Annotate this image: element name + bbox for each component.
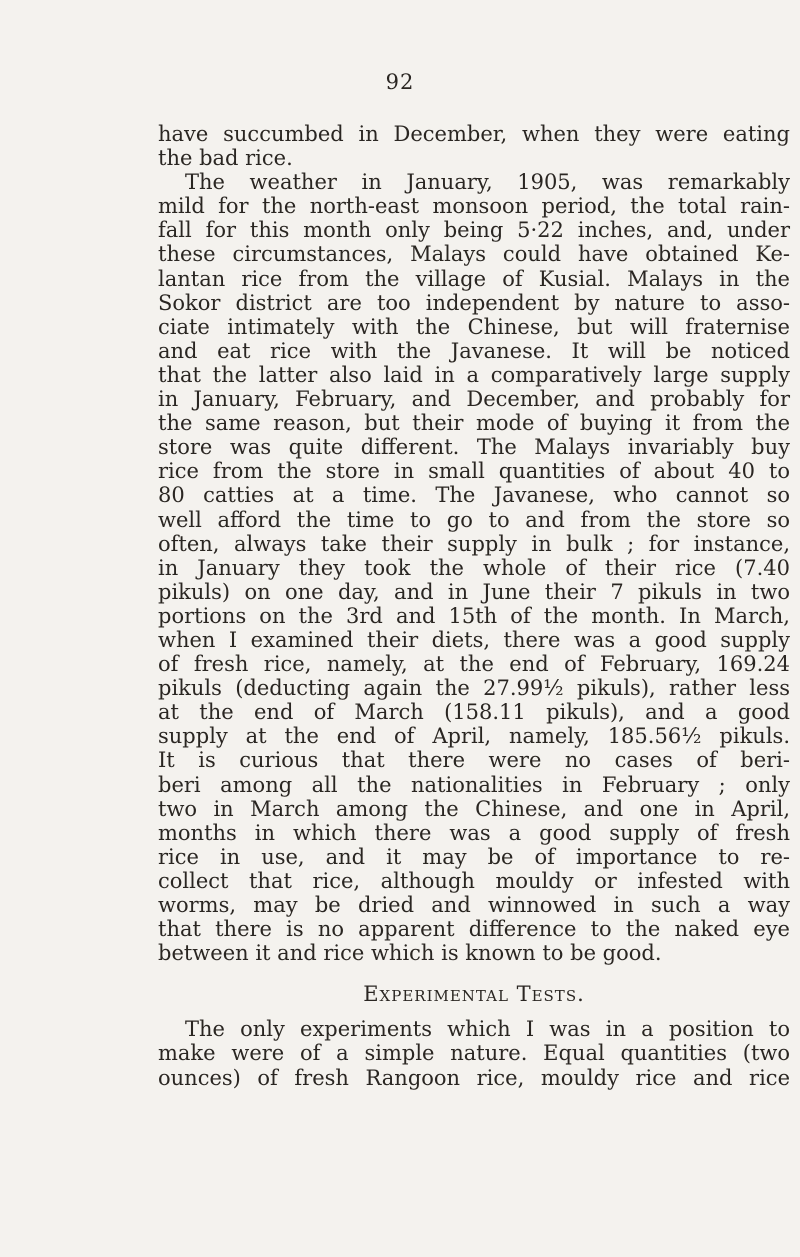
text-line: Sokor district are too independent by nature to asso-: [158, 290, 790, 315]
text-line: The weather in January, 1905, was remarkably: [185, 170, 790, 195]
text-line: rice in use, and it may be of importance to re-: [158, 844, 790, 869]
text-line: lantan rice from the village of Kusial. Malays in the: [158, 266, 790, 291]
text-line: supply at the end of April, namely, 185.56½ pikuls.: [158, 724, 790, 749]
text-line: 80 catties at a time. The Javanese, who cannot so: [158, 483, 790, 508]
text-line: that the latter also laid in a comparatively large supply: [158, 362, 790, 387]
page-number: 92: [385, 70, 415, 94]
text-line: fall for this month only being 5·22 inches, and, under: [158, 218, 790, 243]
text-line: in January they took the whole of their rice (7.40: [158, 555, 790, 580]
text-line: often, always take their supply in bulk ; for instance,: [158, 531, 790, 556]
text-line: make were of a simple nature. Equal quantities (two: [158, 1041, 790, 1066]
text-line: of fresh rice, namely, at the end of February, 169.24: [158, 652, 790, 677]
text-line: between it and rice which is known to be good.: [158, 941, 662, 966]
text-line: The only experiments which I was in a position to: [185, 1017, 790, 1042]
body-text: [158, 122, 790, 1090]
text-line: well afford the time to go to and from the store so: [158, 507, 790, 532]
text-line: two in March among the Chinese, and one in April,: [158, 796, 790, 821]
text-line: at the end of March (158.11 pikuls), and a good: [158, 700, 790, 725]
text-line: collect that rice, although mouldy or infested with: [158, 868, 790, 893]
text-line: pikuls (deducting again the 27.99½ pikuls), rather less: [158, 676, 790, 701]
text-line: worms, may be dried and winnowed in such a way: [158, 893, 790, 917]
text-line: ciate intimately with the Chinese, but will fraternise: [158, 314, 790, 339]
text-line: beri among all the nationalities in February ; only: [158, 772, 790, 797]
text-line: store was quite different. The Malays invariably buy: [158, 435, 790, 460]
section-heading: Experimental Tests.: [363, 982, 585, 1007]
text-line: these circumstances, Malays could have obtained Ke-: [158, 242, 790, 267]
text-line: pikuls) on one day, and in June their 7 pikuls in two: [158, 579, 790, 604]
text-line: have succumbed in December, when they were eating: [158, 122, 790, 146]
text-line: portions on the 3rd and 15th of the month. In March,: [158, 603, 790, 628]
text-line: ounces) of fresh Rangoon rice, mouldy rice and rice: [158, 1065, 790, 1090]
text-line: and eat rice with the Javanese. It will be noticed: [158, 338, 790, 363]
text-line: mild for the north-east monsoon period, the total rain-: [158, 194, 790, 219]
text-line: that there is no apparent difference to the naked eye: [158, 917, 790, 942]
text-line: in January, February, and December, and probably for: [158, 387, 790, 412]
text-line: when I examined their diets, there was a good supply: [158, 627, 790, 652]
text-line: rice from the store in small quantities of about 40 to: [158, 459, 790, 484]
text-line: months in which there was a good supply of fresh: [158, 820, 790, 845]
text-line: the same reason, but their mode of buying it from the: [158, 411, 790, 436]
text-line: the bad rice.: [158, 146, 293, 171]
text-line: It is curious that there were no cases of beri-: [158, 748, 790, 773]
